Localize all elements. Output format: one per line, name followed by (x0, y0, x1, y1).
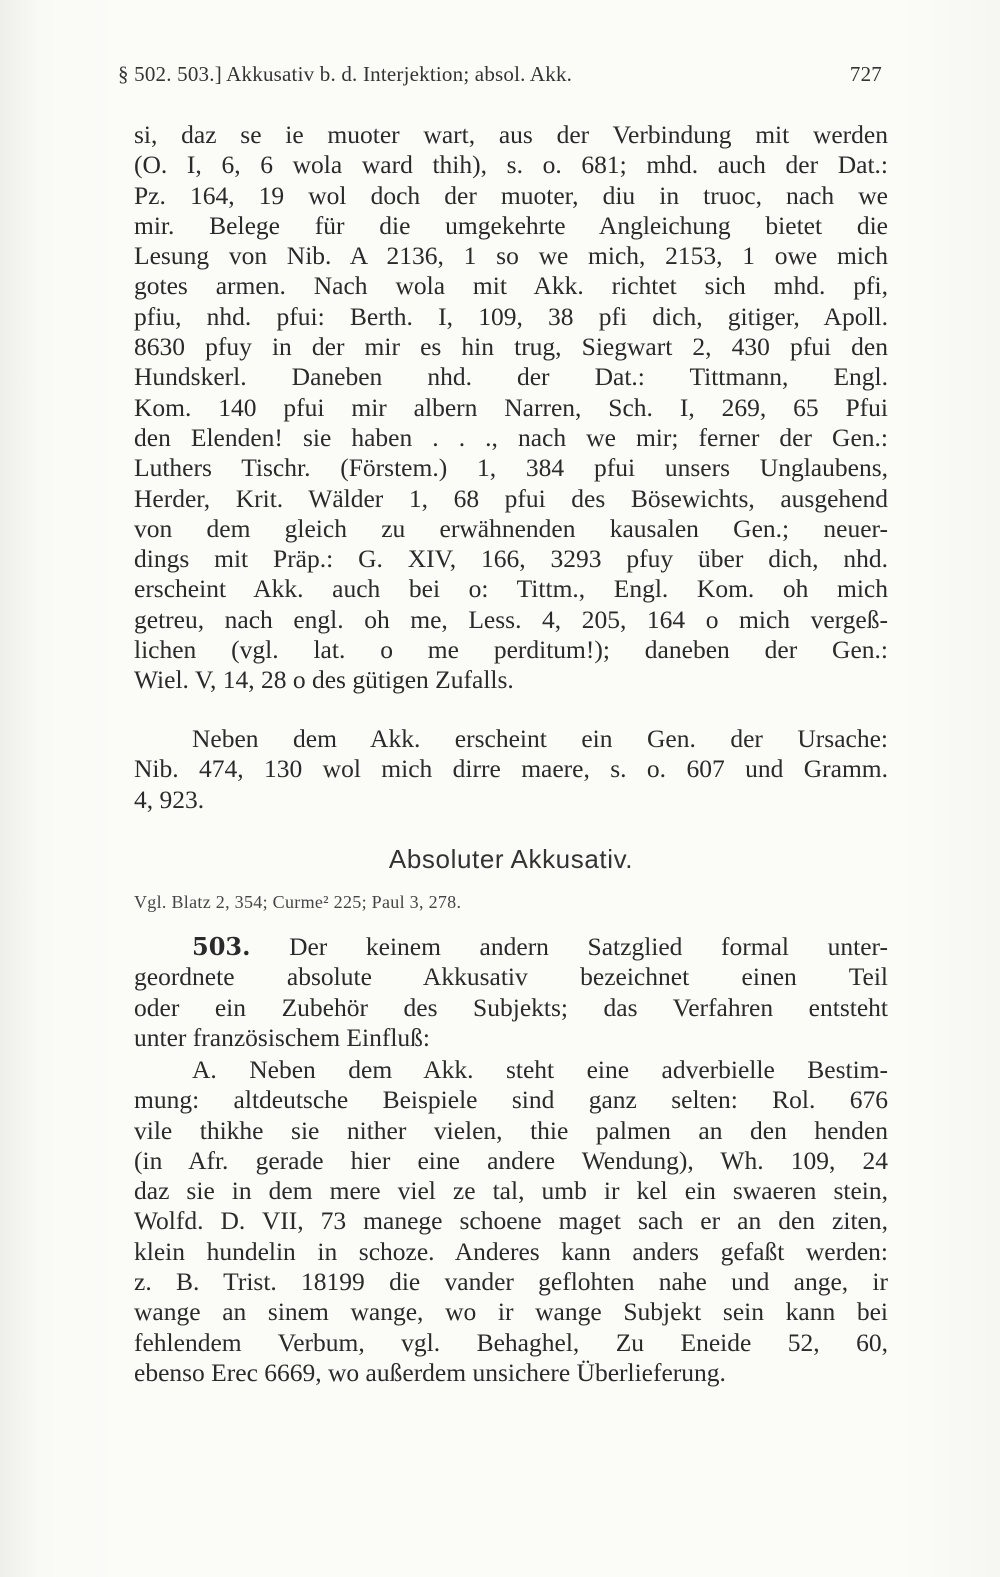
section-heading: Absoluter Akkusativ. (388, 844, 634, 874)
text-line: 4, 923. (134, 784, 205, 814)
text-line: vile thikhe sie nither vielen, thie palmen an den henden (134, 1115, 888, 1145)
text-line: mung: altdeutsche Beispiele sind ganz selten: Rol. 676 (134, 1085, 888, 1115)
text-line: 8630 pfuy in der mir es hin trug, Siegwart 2, 430 pfui den (134, 332, 888, 362)
text-line: Pz. 164, 19 wol doch der muoter, diu in truoc, nach we (134, 180, 888, 210)
text-line: unter französischem Einfluß: (134, 1022, 430, 1052)
text-line: daz sie in dem mere viel ze tal, umb ir kel ein swaeren stein, (134, 1176, 888, 1206)
text-line: z. B. Trist. 18199 die vander geflohten nahe und ange, ir (134, 1267, 888, 1297)
text-line: gotes armen. Nach wola mit Akk. richtet sich mhd. pfi, (134, 271, 888, 301)
text-line: Wolfd. D. VII, 73 manege schoene maget sach er an den ziten, (134, 1206, 888, 1236)
text-line: Lesung von Nib. A 2136, 1 so we mich, 2153, 1 owe mich (134, 241, 888, 271)
text-line: (O. I, 6, 6 wola ward thih), s. o. 681; mhd. auch der Dat.: (134, 150, 888, 180)
text-line: von dem gleich zu erwähnenden kausalen Gen.; neuer- (134, 513, 888, 543)
header-title: § 502. 503.] Akkusativ b. d. Interjektion; absol. Akk. (118, 62, 573, 86)
text-line: Kom. 140 pfui mir albern Narren, Sch. I, 269, 65 Pfui (134, 392, 888, 422)
text-line (134, 932, 888, 962)
text-line: oder ein Zubehör des Subjekts; das Verfahren entsteht (134, 992, 888, 1022)
paragraph-genitive-cause (134, 724, 888, 815)
text-line: geordnete absolute Akkusativ bezeichnet einen Teil (134, 962, 888, 992)
text-line: A. Neben dem Akk. steht eine adverbielle Bestim- (192, 1055, 888, 1084)
text-line: mir. Belege für die umgekehrte Angleichung bietet die (134, 210, 888, 240)
text-line: Nib. 474, 130 wol mich dirre maere, s. o. 607 und Gramm. (134, 754, 888, 784)
text-line: wange an sinem wange, wo ir wange Subjekt sein kann bei (134, 1297, 888, 1327)
text-line: klein hundelin in schoze. Anderes kann anders gefaßt werden: (134, 1236, 888, 1266)
text-line: erscheint Akk. auch bei o: Tittm., Engl. Kom. oh mich (134, 574, 888, 604)
text-line: pfiu, nhd. pfui: Berth. I, 109, 38 pfi dich, gitiger, Apoll. (134, 301, 888, 331)
literature-text: Vgl. Blatz 2, 354; Curme² 225; Paul 3, 278. (134, 892, 462, 912)
text-line: Herder, Krit. Wälder 1, 68 pfui des Bösewichts, ausgehend (134, 483, 888, 513)
text-line: fehlendem Verbum, vgl. Behaghel, Zu Eneide 52, 60, (134, 1327, 888, 1357)
text-segment: Der keinem andern Satzglied formal unter- (289, 932, 888, 961)
text-line: getreu, nach engl. oh me, Less. 4, 205, 164 o mich vergeß- (134, 604, 888, 634)
text-line: ebenso Erec 6669, wo außerdem unsichere Überlieferung. (134, 1357, 726, 1387)
section-number: 503. (192, 932, 251, 961)
text-line: den Elenden! sie haben . . ., nach we mir; ferner der Gen.: (134, 422, 888, 452)
text-line: lichen (vgl. lat. o me perditum!); daneben der Gen.: (134, 635, 888, 665)
paragraph-503-definition (134, 932, 888, 1053)
text-line: dings mit Präp.: G. XIV, 166, 3293 pfuy über dich, nhd. (134, 544, 888, 574)
text-line: Neben dem Akk. erscheint ein Gen. der Ursache: (192, 724, 888, 753)
text-line: Hundskerl. Daneben nhd. der Dat.: Tittmann, Engl. (134, 362, 888, 392)
paragraph-503-a (134, 1055, 888, 1388)
page-number: 727 (849, 62, 882, 86)
literature-reference (134, 892, 888, 913)
text-line: Luthers Tischr. (Förstem.) 1, 384 pfui unsers Unglaubens, (134, 453, 888, 483)
paragraph-interjection-examples (134, 120, 888, 696)
text-line: Wiel. V, 14, 28 o des gütigen Zufalls. (134, 665, 514, 695)
text-line: (in Afr. gerade hier eine andere Wendung), Wh. 109, 24 (134, 1145, 888, 1175)
text-line: si, daz se ie muoter wart, aus der Verbindung mit werden (134, 120, 888, 149)
